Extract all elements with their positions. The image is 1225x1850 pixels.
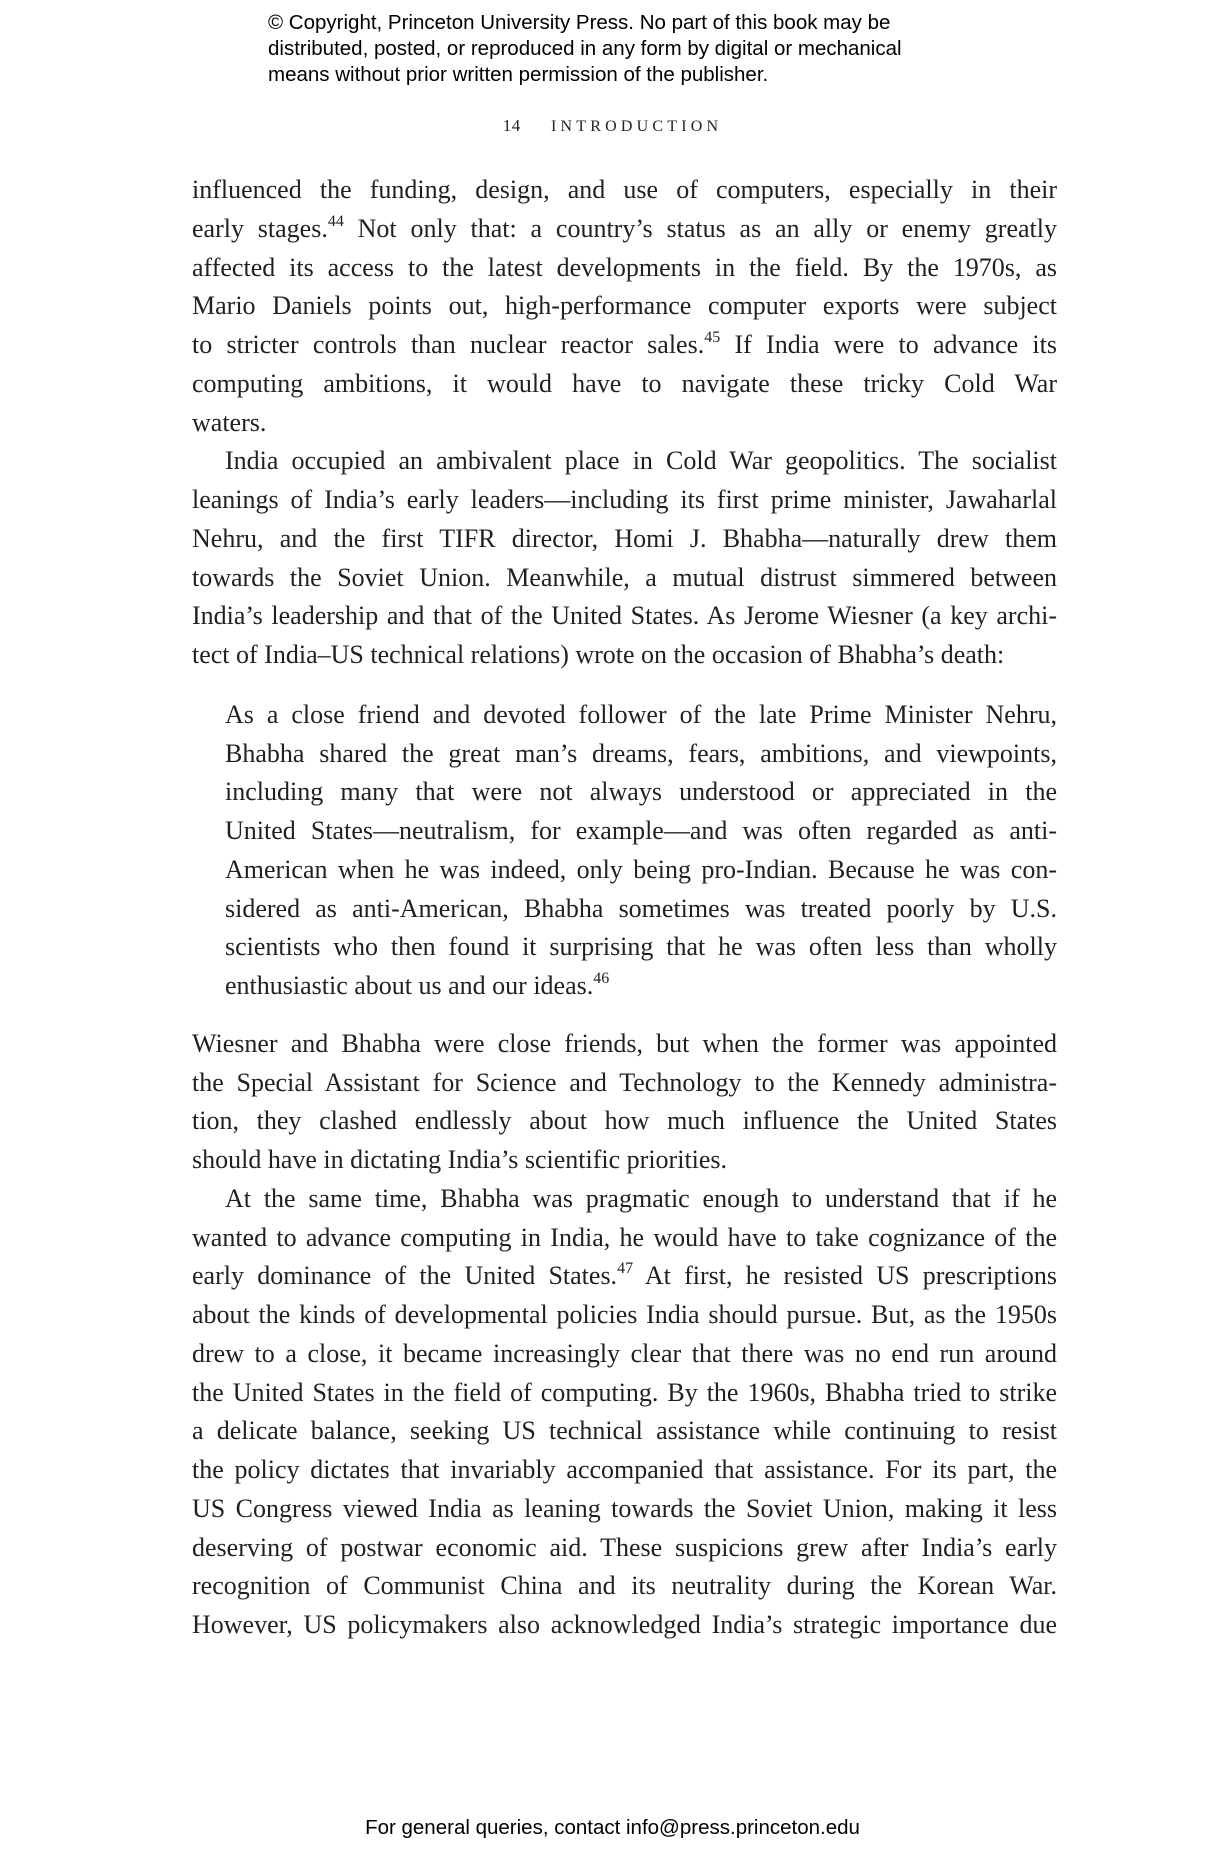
line-text: to stricter controls than nuclear reactor sales. (192, 330, 705, 359)
text-line (225, 696, 1057, 735)
line-text: Nehru, and the first TIFR director, Homi J. Bhabha—naturally drew them (192, 523, 1057, 553)
line-text: early dominance of the United States. (192, 1261, 618, 1291)
line-text: waters. (192, 407, 267, 437)
text-line (192, 1490, 1057, 1529)
text-line (192, 1335, 1057, 1374)
line-text: At first, he resisted US prescriptions (633, 1261, 1057, 1291)
text-line (192, 1102, 1057, 1141)
line-text: drew to a close, it became increasingly clear that there was no end run around (192, 1338, 1057, 1368)
line-text: a delicate balance, seeking US technical assistance while continuing to resist (192, 1416, 1057, 1446)
line-text: United States—neutralism, for example—and was often regarded as anti- (225, 816, 1057, 845)
text-line (192, 1296, 1057, 1335)
text-line (192, 287, 1057, 326)
footer-contact: For general queries, contact info@press.princeton.edu (365, 1816, 860, 1839)
paragraph (192, 171, 1057, 442)
text-line (192, 1257, 1057, 1296)
line-text: sidered as anti-American, Bhabha sometimes was treated poorly by U.S. (225, 893, 1057, 923)
text-line (192, 210, 1057, 249)
text-line (225, 773, 1057, 812)
text-line (192, 249, 1057, 288)
text-line (192, 442, 1057, 481)
line-text: India’s leadership and that of the United States. As Jerome Wiesner (a key archi- (192, 601, 1057, 631)
text-line (192, 1529, 1057, 1568)
text-line (225, 890, 1057, 929)
text-line (192, 1567, 1057, 1606)
page-number: 14 (502, 116, 521, 135)
text-line (192, 1451, 1057, 1490)
line-text: At the same time, Bhabha was pragmatic enough to understand that if he (225, 1183, 1057, 1213)
footnote-reference[interactable]: 47 (617, 1260, 634, 1278)
line-text: about the kinds of developmental policies India should pursue. But, as the 1950s (192, 1300, 1057, 1329)
text-line (225, 967, 1057, 1006)
line-text: American when he was indeed, only being pro-Indian. Because he was con- (225, 854, 1057, 884)
paragraph (192, 442, 1057, 675)
footnote-reference[interactable]: 45 (704, 329, 721, 346)
line-text: wanted to advance computing in India, he would have to take cognizance of the (192, 1222, 1057, 1252)
line-text: tect of India–US technical relations) wrote on the occasion of Bhabha’s death: (192, 640, 1005, 669)
line-text: leanings of India’s early leaders—including its first prime minister, Jawaharlal (192, 485, 1057, 514)
line-text: Wiesner and Bhabha were close friends, but when the former was appointed (192, 1028, 1057, 1058)
line-text: deserving of postwar economic aid. These suspicions grew after India’s early (192, 1532, 1057, 1562)
line-text: the Special Assistant for Science and Technology to the Kennedy administra- (192, 1067, 1057, 1097)
line-text: the United States in the field of computing. By the 1960s, Bhabha tried to strike (192, 1377, 1057, 1407)
line-text: should have in dictating India’s scientific priorities. (192, 1145, 728, 1174)
text-line (192, 1141, 1057, 1180)
copyright-notice (268, 10, 988, 88)
line-text: early stages. (192, 213, 328, 243)
text-line (192, 1025, 1057, 1064)
line-text: influenced the funding, design, and use of computers, especially in their (192, 175, 1057, 204)
copyright-line: © Copyright, Princeton University Press. No part of this book may be (268, 11, 891, 34)
text-line (225, 928, 1057, 967)
line-text: However, US policymakers also acknowledged India’s strategic importance due (192, 1610, 1057, 1639)
line-text: scientists who then found it surprising that he was often less than wholly (225, 932, 1057, 962)
text-line (192, 1606, 1057, 1645)
paragraph (192, 1180, 1057, 1645)
line-text: the policy dictates that invariably accompanied that assistance. For its part, the (192, 1455, 1057, 1484)
text-line (192, 636, 1057, 675)
line-text: India occupied an ambivalent place in Cold War geopolitics. The socialist (225, 446, 1057, 476)
text-line (192, 559, 1057, 598)
line-text: Bhabha shared the great man’s dreams, fears, ambitions, and viewpoints, (225, 738, 1057, 768)
running-head (0, 113, 1225, 140)
copyright-line: means without prior written permission of the publisher. (268, 63, 769, 86)
line-text: tion, they clashed endlessly about how much influence the United States (192, 1106, 1057, 1136)
text-line (192, 365, 1057, 404)
text-line (192, 326, 1057, 365)
text-line (192, 520, 1057, 559)
text-line (192, 1219, 1057, 1258)
line-text: including many that were not always understood or appreciated in the (225, 777, 1057, 807)
line-text: enthusiastic about us and our ideas. (225, 971, 594, 1000)
line-text: As a close friend and devoted follower of the late Prime Minister Nehru, (225, 699, 1057, 729)
text-line (192, 597, 1057, 636)
text-line (192, 1374, 1057, 1413)
block-quote (225, 696, 1057, 1006)
text-line (225, 851, 1057, 890)
text-line (192, 1180, 1057, 1219)
line-text: computing ambitions, it would have to navigate these tricky Cold War (192, 368, 1057, 398)
text-line (225, 812, 1057, 851)
text-line (225, 735, 1057, 774)
footnote-reference[interactable]: 46 (593, 970, 610, 987)
body-text (192, 171, 1057, 1645)
line-text: Not only that: a country’s status as an ally or enemy greatly (343, 213, 1057, 243)
text-line (192, 171, 1057, 210)
text-line (192, 481, 1057, 520)
paragraph (192, 1025, 1057, 1180)
line-text: towards the Soviet Union. Meanwhile, a mutual distrust simmered between (192, 562, 1057, 592)
text-line (192, 1064, 1057, 1103)
line-text: Mario Daniels points out, high-performance computer exports were subject (192, 291, 1057, 321)
text-line (192, 404, 1057, 443)
copyright-line: distributed, posted, or reproduced in any form by digital or mechanical (268, 37, 902, 60)
section-title: INTRODUCTION (550, 118, 723, 135)
line-text: affected its access to the latest developments in the field. By the 1970s, as (192, 252, 1057, 282)
text-line (192, 1412, 1057, 1451)
line-text: US Congress viewed India as leaning towards the Soviet Union, making it less (192, 1493, 1057, 1523)
line-text: If India were to advance its (720, 330, 1057, 359)
footnote-reference[interactable]: 44 (327, 212, 344, 230)
line-text: recognition of Communist China and its neutrality during the Korean War. (192, 1571, 1057, 1601)
